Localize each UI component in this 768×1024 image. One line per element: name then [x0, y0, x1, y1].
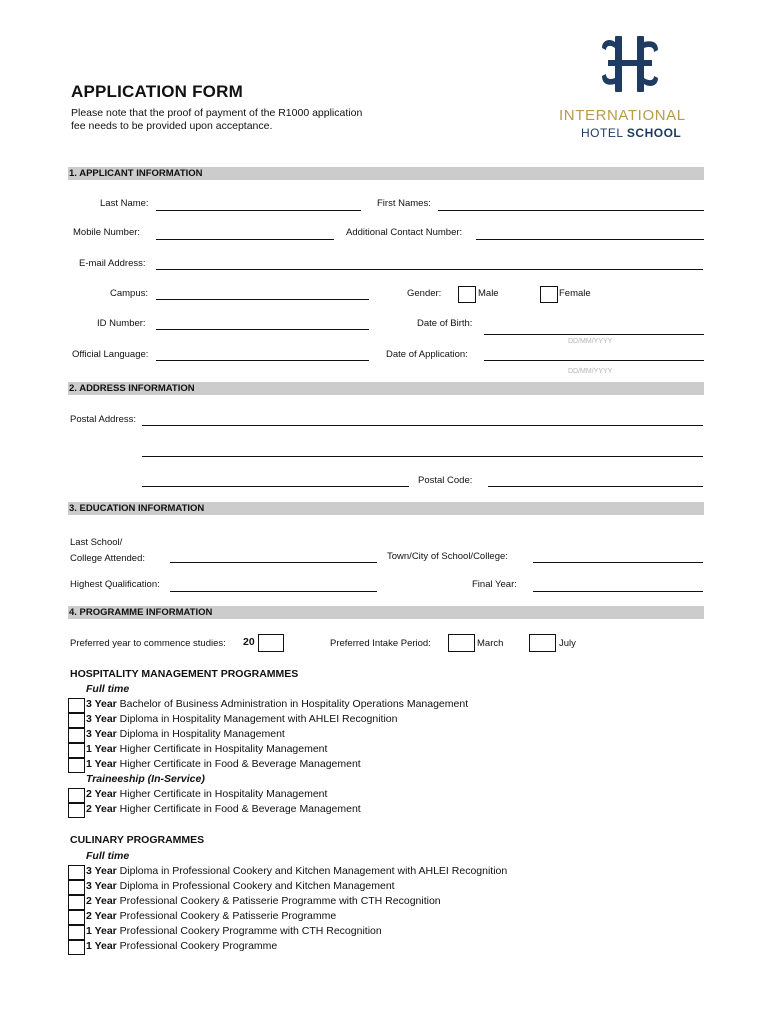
programme-name: Professional Cookery & Patisserie Programme: [116, 910, 337, 922]
programme-checkbox[interactable]: [68, 743, 85, 758]
additional-contact-field[interactable]: [476, 239, 704, 240]
programme-item: [86, 895, 441, 907]
programme-name: Diploma in Professional Cookery and Kitchen Management: [116, 880, 395, 892]
programme-duration: 3 Year: [86, 698, 117, 710]
final-year-label: Final Year:: [472, 579, 517, 590]
date-of-application-label: Date of Application:: [386, 349, 468, 360]
programme-checkbox[interactable]: [68, 940, 85, 955]
programme-name: Higher Certificate in Hospitality Management: [116, 743, 328, 755]
female-checkbox[interactable]: [540, 286, 558, 303]
postal-address-line-3[interactable]: [142, 486, 409, 487]
logo-text-international: INTERNATIONAL: [559, 107, 686, 124]
preferred-year-label: Preferred year to commence studies:: [70, 638, 226, 649]
programme-item: [86, 788, 327, 800]
dob-label: Date of Birth:: [417, 318, 473, 329]
doa-format-hint: DD/MM/YYYY: [568, 368, 613, 375]
hospitality-full-time-label: Full time: [86, 683, 130, 695]
july-checkbox[interactable]: [529, 634, 556, 652]
programme-name: Higher Certificate in Food & Beverage Management: [116, 803, 361, 815]
last-school-field[interactable]: [170, 562, 377, 563]
male-label: Male: [478, 288, 499, 299]
programme-checkbox[interactable]: [68, 758, 85, 773]
mobile-label: Mobile Number:: [73, 227, 141, 238]
gender-label: Gender:: [407, 288, 442, 299]
section-education-heading: 3. EDUCATION INFORMATION: [68, 502, 704, 515]
programme-item: [86, 713, 398, 725]
mobile-field[interactable]: [156, 239, 334, 240]
traineeship-label: Traineeship (In-Service): [86, 773, 205, 785]
id-number-field[interactable]: [156, 329, 369, 330]
programme-name: Professional Cookery & Patisserie Programme with CTH Recognition: [116, 895, 441, 907]
programme-checkbox[interactable]: [68, 910, 85, 925]
programme-item: [86, 698, 468, 710]
email-label: E-mail Address:: [79, 258, 146, 269]
final-year-field[interactable]: [533, 591, 703, 592]
programme-duration: 2 Year: [86, 895, 117, 907]
first-names-label: First Names:: [377, 198, 431, 209]
programme-duration: 3 Year: [86, 713, 117, 725]
programme-checkbox[interactable]: [68, 865, 85, 880]
programme-duration: 3 Year: [86, 865, 117, 877]
logo-text-hotel: HOTEL: [581, 126, 627, 140]
highest-qualification-label: Highest Qualification:: [70, 579, 160, 590]
section-address-heading: 2. ADDRESS INFORMATION: [68, 382, 704, 395]
intake-label: Preferred Intake Period:: [330, 638, 431, 649]
programme-item: [86, 940, 277, 952]
programme-name: Professional Cookery Programme with CTH Recognition: [116, 925, 382, 937]
programme-duration: 2 Year: [86, 803, 117, 815]
last-name-label: Last Name:: [100, 198, 149, 209]
programme-name: Higher Certificate in Food & Beverage Management: [116, 758, 361, 770]
fee-note: Please note that the proof of payment of the R1000 application fee needs to be provided upon acceptance.: [71, 107, 363, 132]
programme-duration: 3 Year: [86, 880, 117, 892]
programme-checkbox[interactable]: [68, 788, 85, 803]
town-field[interactable]: [533, 562, 703, 563]
postal-code-label: Postal Code:: [418, 475, 473, 486]
programme-duration: 3 Year: [86, 728, 117, 740]
programme-name: Diploma in Hospitality Management with AHLEI Recognition: [116, 713, 398, 725]
programme-item: [86, 743, 327, 755]
male-checkbox[interactable]: [458, 286, 476, 303]
date-of-application-field[interactable]: [484, 360, 704, 361]
programme-duration: 2 Year: [86, 910, 117, 922]
section-programme-heading: 4. PROGRAMME INFORMATION: [68, 606, 704, 619]
programme-item: [86, 910, 336, 922]
additional-contact-label: Additional Contact Number:: [346, 227, 463, 238]
page-title: APPLICATION FORM: [71, 82, 243, 101]
last-school-label-1: Last School/: [70, 537, 123, 548]
id-number-label: ID Number:: [97, 318, 146, 329]
culinary-heading: CULINARY PROGRAMMES: [70, 834, 205, 846]
programme-name: Diploma in Professional Cookery and Kitchen Management with AHLEI Recognition: [116, 865, 508, 877]
programme-item: [86, 803, 361, 815]
programme-duration: 1 Year: [86, 940, 117, 952]
programme-duration: 1 Year: [86, 743, 117, 755]
programme-checkbox[interactable]: [68, 713, 85, 728]
highest-qualification-field[interactable]: [170, 591, 377, 592]
programme-checkbox[interactable]: [68, 728, 85, 743]
programme-item: [86, 880, 395, 892]
year-prefix: 20: [243, 636, 255, 648]
programme-name: Higher Certificate in Hospitality Management: [116, 788, 328, 800]
email-field[interactable]: [156, 269, 703, 270]
programme-item: [86, 865, 507, 877]
hospitality-heading: HOSPITALITY MANAGEMENT PROGRAMMES: [70, 668, 299, 680]
section-applicant-heading: 1. APPLICANT INFORMATION: [68, 167, 704, 180]
hotel-school-logo-icon: [598, 34, 662, 94]
programme-checkbox[interactable]: [68, 880, 85, 895]
programme-item: [86, 925, 382, 937]
culinary-full-time-label: Full time: [86, 850, 130, 862]
language-field[interactable]: [156, 360, 369, 361]
programme-checkbox[interactable]: [68, 925, 85, 940]
programme-checkbox[interactable]: [68, 803, 85, 818]
postal-address-line-2[interactable]: [142, 456, 703, 457]
programme-item: [86, 758, 361, 770]
postal-code-field[interactable]: [488, 486, 703, 487]
logo-text-school: SCHOOL: [626, 126, 682, 140]
programme-checkbox[interactable]: [68, 895, 85, 910]
campus-label: Campus:: [110, 288, 149, 299]
programme-duration: 2 Year: [86, 788, 117, 800]
march-label: March: [477, 638, 504, 649]
language-label: Official Language:: [72, 349, 149, 360]
last-school-label-2: College Attended:: [70, 553, 146, 564]
july-label: July: [559, 638, 576, 649]
town-label: Town/City of School/College:: [387, 551, 508, 562]
female-label: Female: [559, 288, 591, 299]
campus-field[interactable]: [156, 299, 369, 300]
preferred-year-input[interactable]: [258, 634, 284, 652]
programme-checkbox[interactable]: [68, 698, 85, 713]
march-checkbox[interactable]: [448, 634, 475, 652]
dob-format-hint: DD/MM/YYYY: [568, 338, 613, 345]
first-names-field[interactable]: [438, 210, 704, 211]
logo-text-hotel-school: [581, 126, 681, 140]
programme-item: [86, 728, 285, 740]
programme-name: Diploma in Hospitality Management: [116, 728, 285, 740]
programme-name: Professional Cookery Programme: [116, 940, 278, 952]
postal-address-line-1[interactable]: [142, 425, 703, 426]
programme-name: Bachelor of Business Administration in Hospitality Operations Management: [116, 698, 469, 710]
programme-duration: 1 Year: [86, 925, 117, 937]
postal-address-label: Postal Address:: [70, 414, 137, 425]
last-name-field[interactable]: [156, 210, 361, 211]
programme-duration: 1 Year: [86, 758, 117, 770]
dob-field[interactable]: [484, 334, 704, 335]
